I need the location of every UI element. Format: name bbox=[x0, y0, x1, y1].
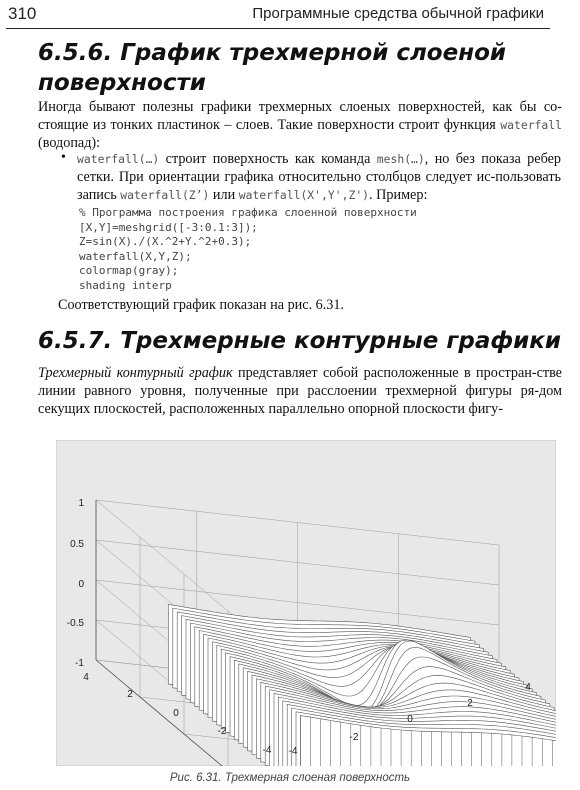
left-axis-tick-label: -2 bbox=[217, 726, 227, 737]
bullet-text-2: , но без показа ребер сетки. При ориентации графика относительно столбцов следует ис-пользовать запись bbox=[77, 151, 561, 203]
code-line: Z=sin(X)./(X.^2+Y.^2+0.3); bbox=[79, 235, 252, 248]
bullet-text-4: . Пример: bbox=[369, 187, 428, 203]
right-axis-tick-label: -2 bbox=[349, 732, 359, 743]
left-axis-tick-label: 4 bbox=[83, 672, 89, 683]
bullet-text-3: или bbox=[209, 187, 239, 203]
section-6-5-6-title-line2: поверхности bbox=[38, 70, 206, 96]
contour-paragraph bbox=[38, 364, 562, 418]
intro-paragraph bbox=[38, 98, 562, 152]
code-line: waterfall(X,Y,Z); bbox=[79, 249, 192, 263]
right-axis-tick-label: 4 bbox=[525, 682, 531, 693]
intro-text-1: Иногда бывают полезны графики трехмерных слоеных поверхностей, как бы со-стоящие из тонких пластинок – слоев. Такие поверхности строит функция bbox=[38, 99, 562, 133]
code-line: shading interp bbox=[79, 278, 172, 292]
left-axis-tick-label: 0 bbox=[173, 708, 179, 719]
code-line: colormap(gray); bbox=[79, 264, 179, 277]
right-axis-tick-label: 2 bbox=[467, 698, 473, 709]
running-title: Программные средства обычной графики bbox=[252, 5, 544, 22]
section-6-5-6-title bbox=[38, 38, 506, 98]
z-tick-label: 0.5 bbox=[70, 539, 84, 550]
z-tick-label: 1 bbox=[78, 498, 84, 509]
bullet-code-1: waterfall(…) bbox=[77, 152, 160, 166]
header-rule bbox=[6, 28, 550, 29]
intro-code: waterfall bbox=[500, 118, 562, 132]
contour-text: представляет собой расположенные в простран-стве линии равного уровня, полученные при расслоении трехмерной фигуры ря-дом секущих плоскостей, расположенных параллельно опорной плоскости фигу- bbox=[38, 365, 562, 417]
waterfall-figure bbox=[56, 440, 556, 766]
bullet-code-2: mesh(…) bbox=[376, 152, 425, 166]
figure-caption: Рис. 6.31. Трехмерная слоеная поверхность bbox=[169, 772, 411, 784]
intro-text-2: (водопад): bbox=[38, 135, 101, 151]
bullet-marker: • bbox=[61, 150, 66, 165]
right-axis-tick-label: -4 bbox=[288, 746, 298, 757]
left-axis-tick-label: 2 bbox=[127, 689, 133, 700]
page-number: 310 bbox=[8, 4, 37, 23]
bullet-code-4: waterfall(X',Y',Z') bbox=[238, 188, 370, 202]
code-line: [X,Y]=meshgrid([-3:0.1:3]); bbox=[79, 220, 258, 234]
z-tick-label: -0.5 bbox=[66, 618, 84, 629]
figure-reference-text: Соответствующий график показан на рис. 6.31. bbox=[58, 297, 345, 313]
code-line: % Программа построения графика слоенной поверхности bbox=[79, 206, 417, 219]
code-listing bbox=[79, 206, 417, 293]
contour-term: Трехмерный контурный график bbox=[38, 365, 233, 381]
bullet-code-3: waterfall(Z’) bbox=[120, 188, 210, 202]
z-tick-label: -1 bbox=[75, 658, 84, 669]
section-6-5-7-title: 6.5.7. Трехмерные контурные графики bbox=[38, 328, 562, 354]
bullet-item bbox=[77, 150, 561, 204]
bullet-text-1: строит поверхность как команда bbox=[159, 151, 377, 167]
right-axis-tick-label: 0 bbox=[407, 714, 413, 725]
section-6-5-6-title-line1: 6.5.6. График трехмерной слоеной bbox=[38, 40, 507, 66]
z-tick-label: 0 bbox=[78, 579, 84, 590]
left-axis-tick-label: -4 bbox=[262, 745, 272, 756]
